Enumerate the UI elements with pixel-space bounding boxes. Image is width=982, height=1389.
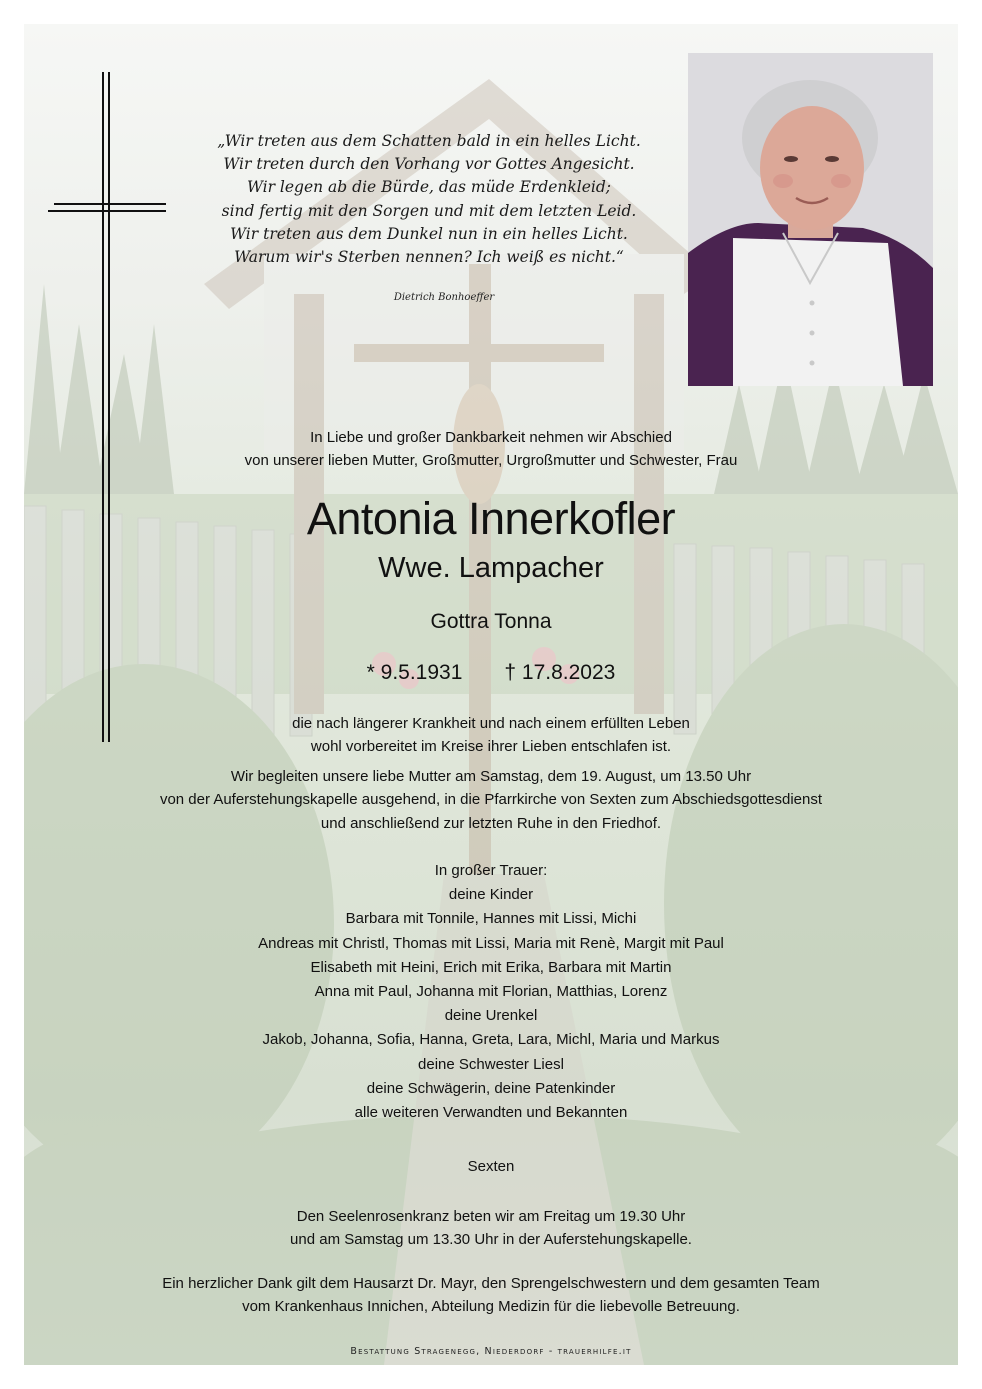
footer-credit: Bestattung Stragenegg, Niederdorf - trauerhilfe.it (350, 1346, 632, 1357)
mourners-line: Barbara mit Tonnile, Hannes mit Lissi, Michi (345, 910, 637, 928)
widow-of: Wwe. Lampacher (378, 552, 604, 584)
funeral-line: Wir begleiten unsere liebe Mutter am Samstag, dem 19. August, um 13.50 Uhr (230, 768, 752, 785)
town: Sexten (467, 1158, 515, 1175)
mourners-line: Anna mit Paul, Johanna mit Florian, Matthias, Lorenz (314, 983, 668, 1001)
passing-line: wohl vorbereitet im Kreise ihrer Lieben entschlafen ist. (310, 738, 672, 756)
mourners-list (24, 859, 958, 1125)
deceased-name: Antonia Innerkofler (306, 493, 676, 544)
mourners-line: Jakob, Johanna, Sofia, Hanna, Greta, Lara, Michl, Maria und Markus (262, 1031, 720, 1049)
mourners-line: deine Urenkel (444, 1007, 538, 1025)
thanks-line: vom Krankenhaus Innichen, Abteilung Medizin für die liebevolle Betreuung. (242, 1298, 740, 1316)
death-date: † 17.8.2023 (504, 661, 616, 684)
mourners-line: deine Kinder (448, 886, 534, 904)
intro-line: In Liebe und großer Dankbarkeit nehmen wir Abschied (310, 429, 672, 446)
poem-line: Wir legen ab die Bürde, das müde Erdenkleid; (246, 178, 612, 197)
thanks-line: Ein herzlicher Dank gilt dem Hausarzt Dr. Mayr, den Sprengelschwestern und dem gesamten Team (162, 1275, 820, 1292)
mourners-line: deine Schwester Liesl (418, 1055, 564, 1073)
passing-text (24, 712, 958, 759)
rosary-info (24, 1205, 958, 1252)
poem-author: Dietrich Bonhoeffer (393, 292, 495, 303)
passing-line: die nach längerer Krankheit und nach einem erfüllten Leben (292, 715, 690, 732)
rosary-line: Den Seelenrosenkranz beten wir am Freitag um 19.30 Uhr (296, 1208, 686, 1225)
poem (164, 130, 694, 269)
poem-line: Wir treten aus dem Dunkel nun in ein helles Licht. (230, 224, 628, 243)
mourners-line: Elisabeth mit Heini, Erich mit Erika, Barbara mit Martin (310, 958, 672, 976)
intro-line: von unserer lieben Mutter, Großmutter, Urgroßmutter und Schwester, Frau (244, 452, 738, 469)
poem-line: Wir treten durch den Vorhang vor Gottes Angesicht. (223, 155, 635, 174)
thanks-text (24, 1272, 958, 1319)
life-dates (24, 659, 958, 687)
rosary-line: und am Samstag um 13.30 Uhr in der Auferstehungskapelle. (290, 1231, 692, 1249)
funeral-line: von der Auferstehungskapelle ausgehend, in die Pfarrkirche von Sexten zum Abschiedsgottesdienst (159, 791, 823, 809)
obituary-card (24, 24, 958, 1365)
poem-line: Warum wir's Sterben nennen? Ich weiß es nicht.“ (234, 248, 624, 267)
funeral-details (24, 765, 958, 835)
funeral-line: und anschließend zur letzten Ruhe in den Friedhof. (320, 814, 662, 832)
poem-line: „Wir treten aus dem Schatten bald in ein helles Licht. (217, 132, 641, 150)
mourners-line: Andreas mit Christl, Thomas mit Lissi, Maria mit Renè, Margit mit Paul (258, 934, 724, 952)
poem-line: sind fertig mit den Sorgen und mit dem letzten Leid. (221, 201, 637, 220)
mourners-line: deine Schwägerin, deine Patenkinder (366, 1079, 616, 1097)
birth-date: * 9.5.1931 (366, 661, 463, 684)
mourners-heading: In großer Trauer: (434, 862, 548, 879)
portrait-photo (688, 53, 933, 386)
residence: Gottra Tonna (430, 610, 552, 633)
mourners-line: alle weiteren Verwandten und Bekannten (354, 1104, 628, 1122)
intro-text (24, 426, 958, 472)
